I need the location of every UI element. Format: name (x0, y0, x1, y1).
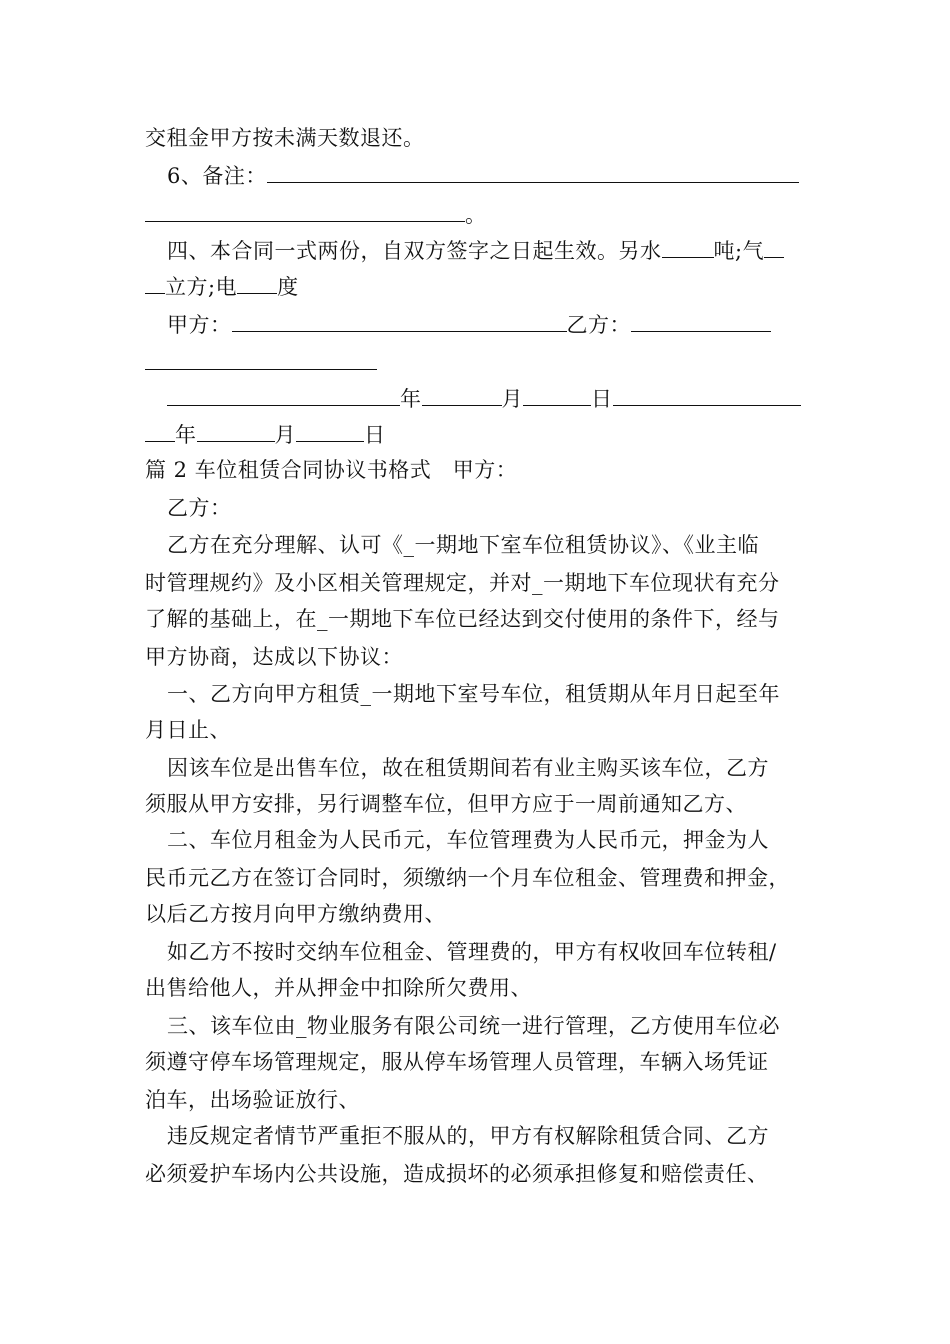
gas-blank (764, 230, 784, 258)
party-a-blank (232, 304, 567, 332)
clause-two-line (145, 822, 832, 858)
text-line (145, 970, 810, 1006)
gas-blank-continued (145, 266, 165, 294)
text-segment: 。 (465, 203, 487, 227)
text-segment: 交租金甲方按未满天数退还。 (145, 126, 425, 150)
text-line (145, 601, 810, 637)
text-line (145, 896, 810, 932)
clause-four-line (145, 230, 832, 266)
day-blank (523, 378, 591, 406)
text-line (145, 527, 832, 563)
date-second-blank (613, 378, 801, 406)
remarks-label: 6、备注： (167, 164, 267, 188)
text-segment: 月日止、 (145, 718, 231, 742)
text-segment: 违反规定者情节严重拒不服从的，甲方有权解除租赁合同、乙方 (167, 1124, 769, 1148)
text-line (145, 120, 810, 156)
text-segment: 四、本合同一式两份，自双方签字之日起生效。另水 (167, 239, 662, 263)
text-segment: 须服从甲方安排，另行调整车位，但甲方应于一周前通知乙方、 (145, 792, 747, 816)
month-blank (197, 414, 275, 442)
year-blank (145, 414, 175, 442)
text-segment: 年 (175, 423, 197, 447)
section-heading (145, 452, 810, 488)
text-segment: 泊车，出场验证放行、 (145, 1088, 360, 1112)
text-line (145, 565, 810, 601)
utility-line (145, 266, 810, 302)
electricity-blank (237, 266, 277, 294)
signature-continuation (145, 342, 810, 378)
remarks-line (145, 155, 832, 191)
signature-line (145, 304, 832, 340)
text-segment: 年 (400, 387, 422, 411)
party-b-line (145, 490, 832, 526)
text-segment: 须遵守停车场管理规定，服从停车场管理人员管理，车辆入场凭证 (145, 1050, 769, 1074)
text-segment: 乙方在充分理解、认可《_一期地下室车位租赁协议》、《业主临 (167, 533, 759, 557)
text-segment: 民币元乙方在签订合同时，须缴纳一个月车位租金、管理费和押金， (145, 866, 790, 890)
text-segment: 立方;电 (165, 275, 238, 299)
text-segment: 出售给他人，并从押金中扣除所欠费用、 (145, 976, 532, 1000)
text-line (145, 860, 810, 896)
text-line (145, 750, 832, 786)
text-line (145, 786, 810, 822)
text-segment: 三、该车位由_物业服务有限公司统一进行管理，乙方使用车位必 (167, 1014, 780, 1038)
text-segment: 甲方协商，达成以下协议： (145, 645, 403, 669)
text-segment: 了解的基础上，在_一期地下车位已经达到交付使用的条件下，经与 (145, 607, 780, 631)
day-blank (296, 414, 364, 442)
text-segment: 日 (364, 423, 386, 447)
month-blank (422, 378, 502, 406)
text-segment: 时管理规约》及小区相关管理规定，并对_一期地下车位现状有充分 (145, 571, 780, 595)
date-prefix-blank (167, 378, 400, 406)
text-segment: 吨;气 (713, 239, 765, 263)
text-line (145, 1118, 832, 1154)
party-b-label: 乙方： (566, 313, 631, 337)
text-line (145, 1044, 810, 1080)
text-segment: 乙方： (167, 496, 232, 520)
date-line (145, 378, 832, 414)
text-line (145, 1156, 810, 1192)
clause-three-line (145, 1008, 832, 1044)
text-segment: 月 (501, 387, 523, 411)
party-b-blank-continued (145, 342, 377, 370)
text-segment: 以后乙方按月向甲方缴纳费用、 (145, 902, 446, 926)
text-line (145, 1082, 810, 1118)
date-line-second (145, 414, 810, 450)
text-segment: 因该车位是出售车位，故在租赁期间若有业主购买该车位，乙方 (167, 756, 769, 780)
remarks-blank-continued (145, 194, 465, 222)
text-segment: 度 (277, 275, 299, 299)
water-blank (662, 230, 714, 258)
text-line (145, 639, 810, 675)
text-line (145, 934, 832, 970)
party-b-blank (631, 304, 771, 332)
text-segment: 日 (591, 387, 613, 411)
remarks-blank (267, 155, 799, 183)
text-segment: 二、车位月租金为人民币元，车位管理费为人民币元，押金为人 (167, 828, 769, 852)
text-segment: 篇 2 车位租赁合同协议书格式 甲方： (145, 458, 518, 482)
text-line (145, 712, 810, 748)
text-segment: 一、乙方向甲方租赁_一期地下室号车位，租赁期从年月日起至年 (167, 682, 780, 706)
party-a-label: 甲方： (167, 313, 232, 337)
clause-one-line (145, 676, 832, 712)
text-segment: 月 (274, 423, 296, 447)
text-segment: 必须爱护车场内公共设施，造成损坏的必须承担修复和赔偿责任、 (145, 1162, 769, 1186)
text-segment: 如乙方不按时交纳车位租金、管理费的，甲方有权收回车位转租/ (167, 940, 777, 964)
remarks-continuation (145, 194, 810, 230)
